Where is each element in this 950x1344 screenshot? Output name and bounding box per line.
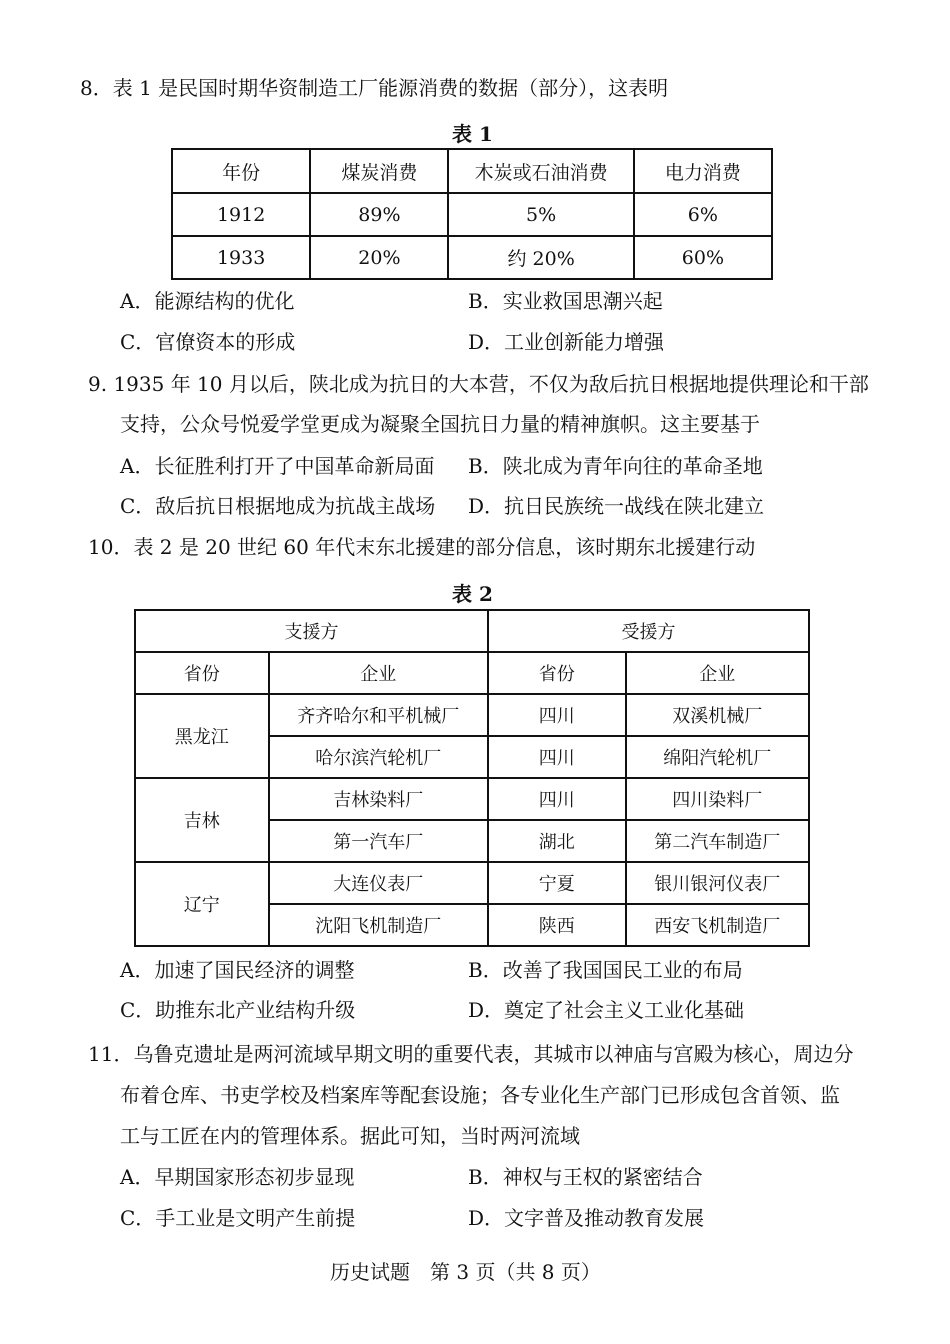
q9-option-a: A．长征胜利打开了中国革命新局面 <box>120 454 435 478</box>
table-cell: 四川 <box>488 694 626 736</box>
table1 <box>171 148 773 280</box>
table1-header-coal: 煤炭消费 <box>310 149 448 193</box>
table-cell: 银川银河仪表厂 <box>626 862 809 904</box>
table-cell: 6% <box>634 193 772 236</box>
q10-option-c: C．助推东北产业结构升级 <box>120 998 356 1022</box>
table2-group-support: 支援方 <box>135 610 488 652</box>
q9-option-c: C．敌后抗日根据地成为抗战主战场 <box>120 494 436 518</box>
q11-stem-line2: 布着仓库、书吏学校及档案库等配套设施；各专业化生产部门已形成包含首领、监 <box>120 1083 840 1107</box>
table-cell: 绵阳汽轮机厂 <box>626 736 809 778</box>
table-cell: 齐齐哈尔和平机械厂 <box>269 694 488 736</box>
table-cell: 约 20% <box>448 236 633 279</box>
table-cell: 第一汽车厂 <box>269 820 488 862</box>
q11-option-b: B．神权与王权的紧密结合 <box>468 1165 703 1189</box>
table2-caption: 表 2 <box>452 582 493 606</box>
q10-option-b: B．改善了我国国民工业的布局 <box>468 958 743 982</box>
table-row <box>135 862 809 904</box>
table-cell: 四川 <box>488 778 626 820</box>
table2-subheader-province: 省份 <box>135 652 269 694</box>
table-cell: 四川 <box>488 736 626 778</box>
table-cell: 哈尔滨汽轮机厂 <box>269 736 488 778</box>
table2-province-jilin: 吉林 <box>135 778 269 862</box>
q9-stem-line1: 9. 1935 年 10 月以后，陕北成为抗日的大本营，不仅为敌后抗日根据地提供理论和干部 <box>88 372 869 396</box>
q9-stem-line2: 支持，公众号悦爱学堂更成为凝聚全国抗日力量的精神旗帜。这主要基于 <box>120 412 760 436</box>
table-row <box>135 778 809 820</box>
table2-group-receive: 受援方 <box>488 610 809 652</box>
q10-stem: 10．表 2 是 20 世纪 60 年代末东北援建的部分信息，该时期东北援建行动 <box>88 535 756 559</box>
table2-province-liaoning: 辽宁 <box>135 862 269 946</box>
table-cell: 西安飞机制造厂 <box>626 904 809 946</box>
q11-option-c: C．手工业是文明产生前提 <box>120 1206 356 1230</box>
q8-stem: 8．表 1 是民国时期华资制造工厂能源消费的数据（部分），这表明 <box>80 76 669 100</box>
q10-option-a: A．加速了国民经济的调整 <box>120 958 355 982</box>
table-cell: 湖北 <box>488 820 626 862</box>
q8-option-b: B．实业救国思潮兴起 <box>468 289 663 313</box>
page-footer: 历史试题 第 3 页（共 8 页） <box>330 1260 601 1284</box>
table2-subheader-enterprise: 企业 <box>626 652 809 694</box>
q11-option-a: A．早期国家形态初步显现 <box>120 1165 355 1189</box>
q9-option-b: B．陕北成为青年向往的革命圣地 <box>468 454 763 478</box>
q11-option-d: D．文字普及推动教育发展 <box>468 1206 705 1230</box>
table-cell: 宁夏 <box>488 862 626 904</box>
table-cell: 双溪机械厂 <box>626 694 809 736</box>
table2-subheader-enterprise: 企业 <box>269 652 488 694</box>
table2-subheader-province: 省份 <box>488 652 626 694</box>
table1-header-year: 年份 <box>172 149 310 193</box>
q10-option-d: D．奠定了社会主义工业化基础 <box>468 998 745 1022</box>
table-cell: 1912 <box>172 193 310 236</box>
table-row <box>135 694 809 736</box>
table1-header-charcoal-oil: 木炭或石油消费 <box>448 149 633 193</box>
table1-caption: 表 1 <box>452 122 493 146</box>
table-cell: 四川染料厂 <box>626 778 809 820</box>
table2 <box>134 609 810 947</box>
q9-option-d: D．抗日民族统一战线在陕北建立 <box>468 494 765 518</box>
q8-option-a: A．能源结构的优化 <box>120 289 295 313</box>
table2-province-heilongjiang: 黑龙江 <box>135 694 269 778</box>
table-cell: 89% <box>310 193 448 236</box>
table-cell: 沈阳飞机制造厂 <box>269 904 488 946</box>
table-cell: 第二汽车制造厂 <box>626 820 809 862</box>
table1-header-electric: 电力消费 <box>634 149 772 193</box>
table-cell: 陕西 <box>488 904 626 946</box>
table-cell: 吉林染料厂 <box>269 778 488 820</box>
q11-stem-line3: 工与工匠在内的管理体系。据此可知，当时两河流域 <box>120 1124 580 1148</box>
q8-option-d: D．工业创新能力增强 <box>468 330 665 354</box>
table-cell: 1933 <box>172 236 310 279</box>
table-cell: 大连仪表厂 <box>269 862 488 904</box>
table-row <box>172 236 772 279</box>
q8-option-c: C．官僚资本的形成 <box>120 330 296 354</box>
table-row <box>172 193 772 236</box>
table-cell: 5% <box>448 193 633 236</box>
q11-stem-line1: 11．乌鲁克遗址是两河流域早期文明的重要代表，其城市以神庙与宫殿为核心，周边分 <box>88 1042 854 1066</box>
table-cell: 60% <box>634 236 772 279</box>
table-cell: 20% <box>310 236 448 279</box>
